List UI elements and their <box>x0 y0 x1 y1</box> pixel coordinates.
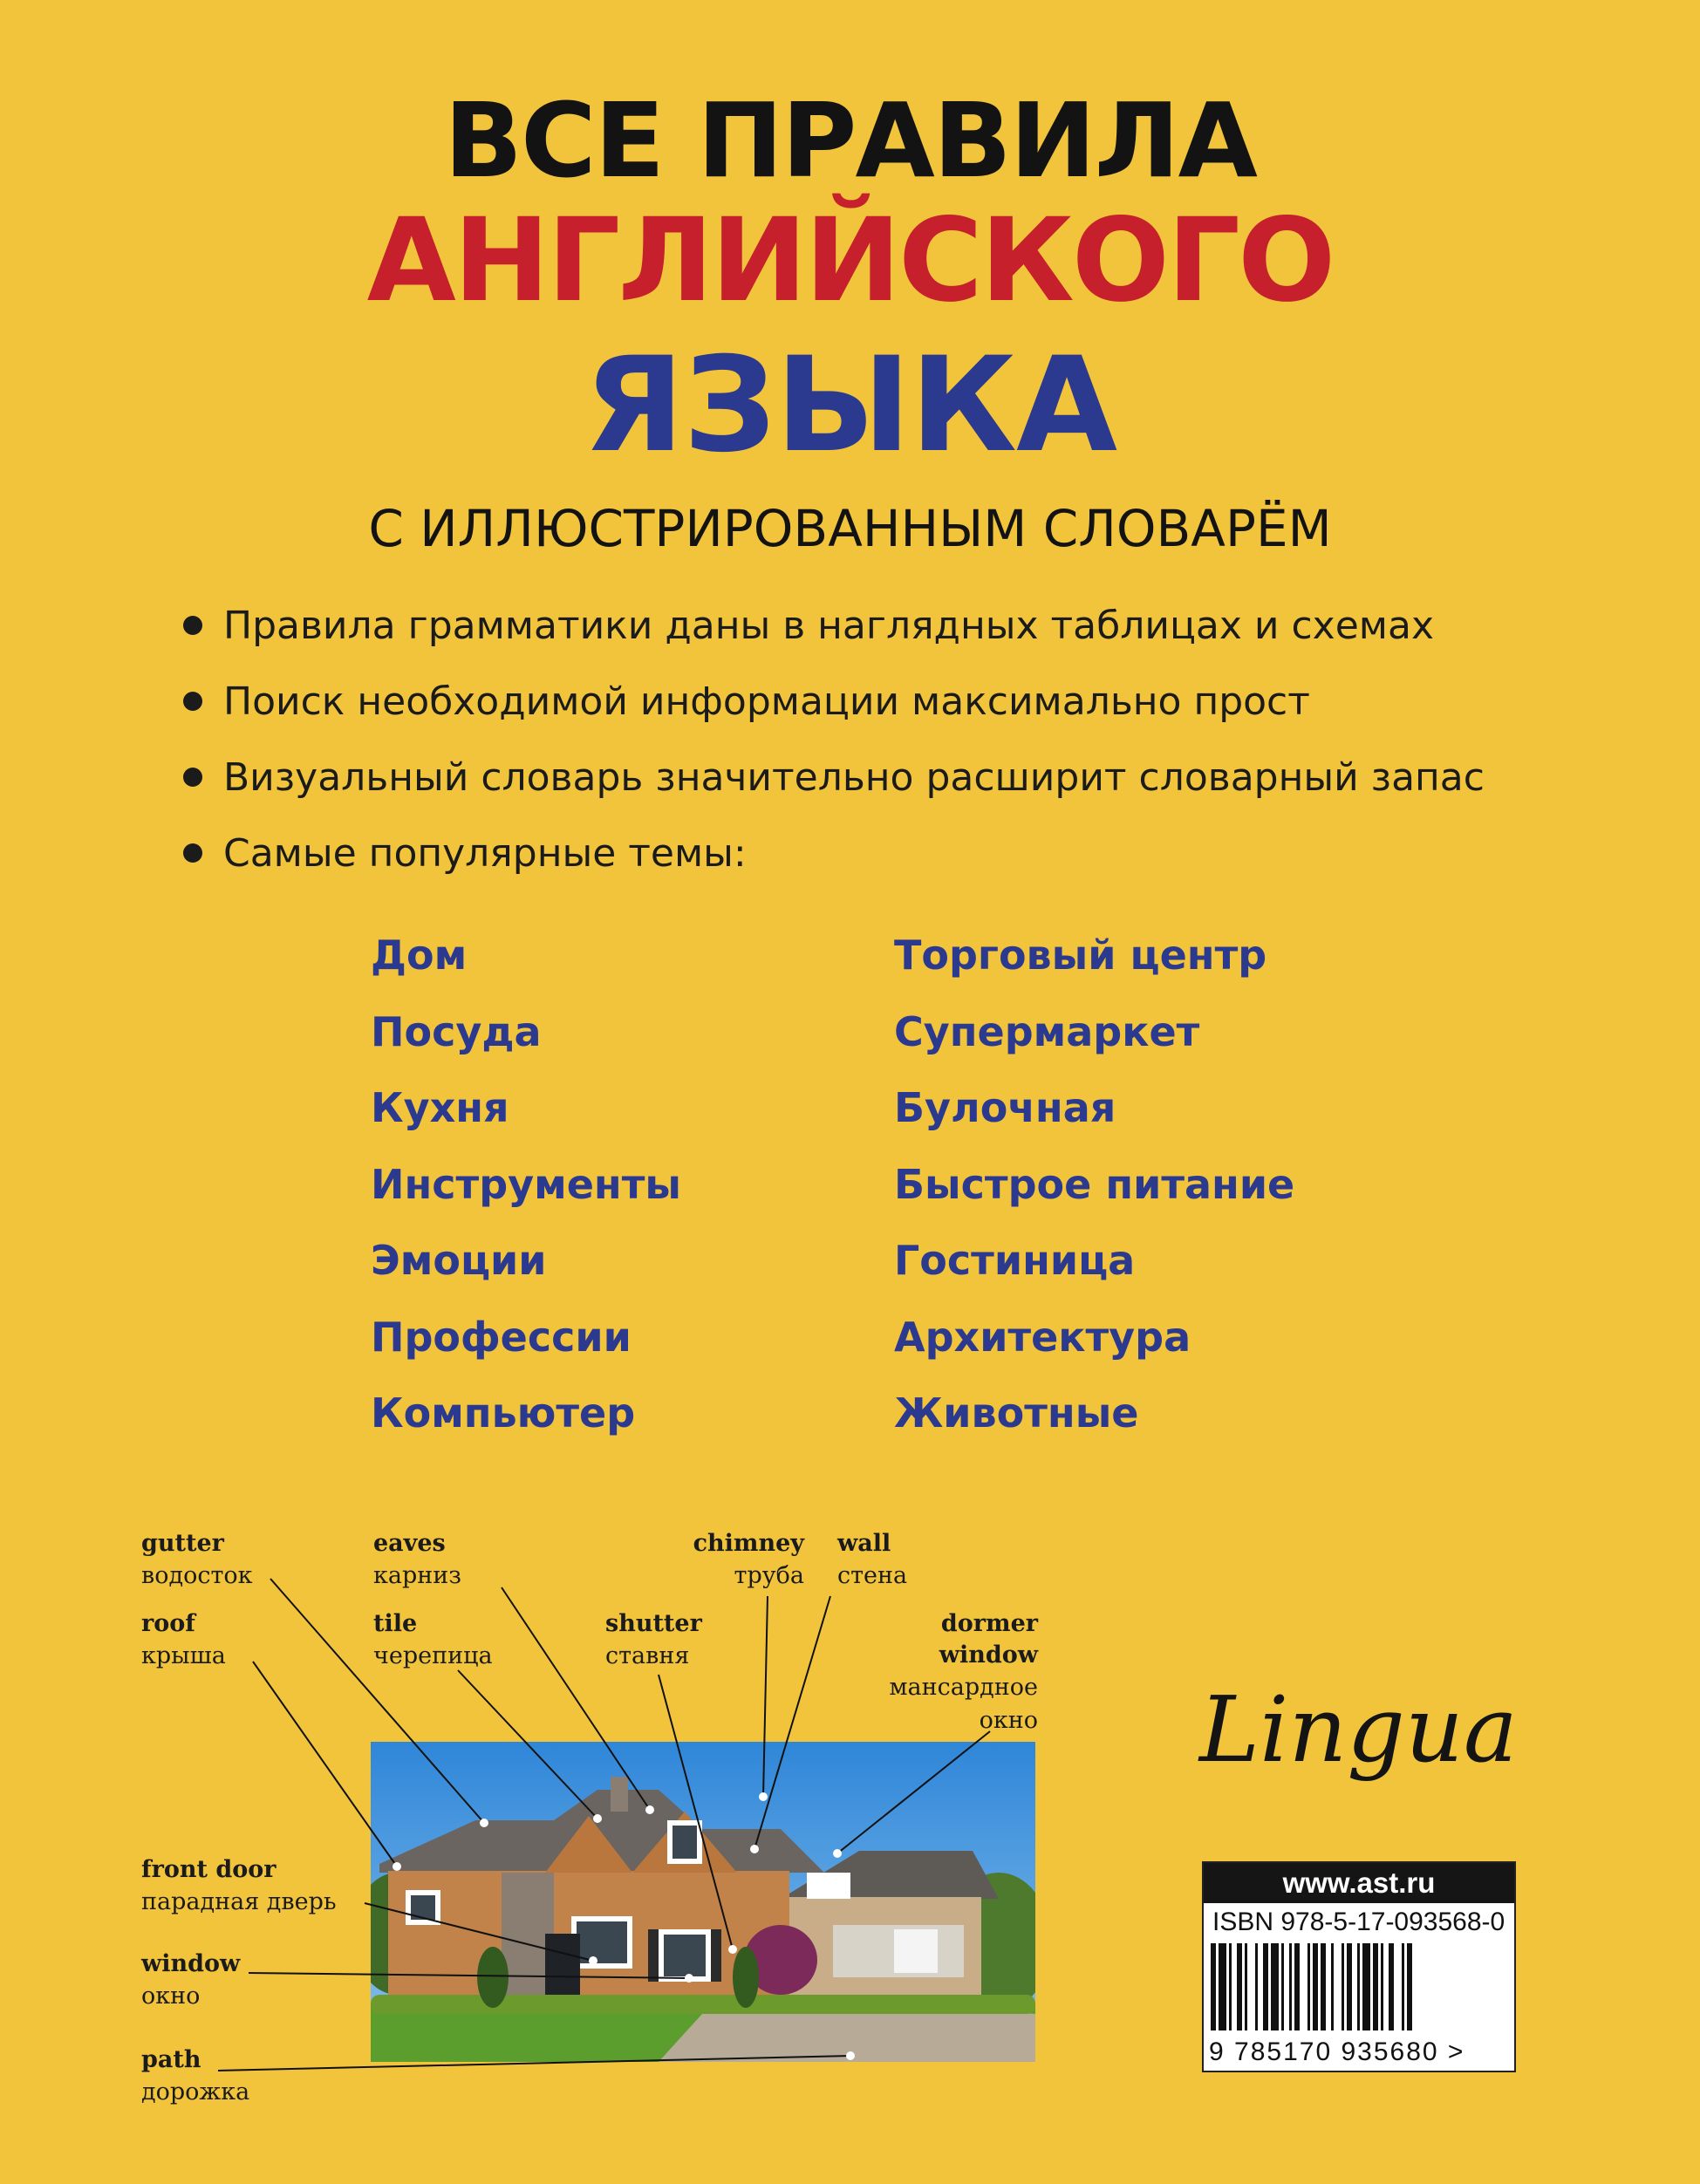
label-ru: дорожка <box>141 2078 250 2106</box>
label-en: path <box>141 2046 201 2073</box>
label-ru: мансардное <box>889 1674 1038 1701</box>
label-shutter <box>605 1608 702 1673</box>
title-line-3: ЯЗЫКА <box>583 330 1117 481</box>
topic-item: Компьютер <box>371 1389 636 1437</box>
topics-right-column <box>894 929 1294 1464</box>
topic-item: Супермаркет <box>894 1007 1200 1055</box>
label-ru: ставня <box>605 1642 690 1669</box>
topic-item: Инструменты <box>371 1160 681 1208</box>
label-gutter <box>141 1528 253 1593</box>
feature-item <box>183 752 1485 828</box>
topic-item: Кухня <box>371 1084 509 1131</box>
label-en: front door <box>141 1856 277 1883</box>
bullet-icon <box>183 843 202 863</box>
publisher-logo: Lingua <box>1199 1676 1518 1783</box>
topic-item: Булочная <box>894 1084 1116 1131</box>
barcode-block <box>1202 1861 1516 2072</box>
label-en: chimney <box>693 1530 804 1557</box>
barcode-number: 9 785170 935680 > <box>1209 2037 1465 2066</box>
subtitle: С ИЛЛЮСТРИРОВАННЫМ СЛОВАРЁМ <box>368 499 1332 558</box>
bullet-icon <box>183 692 202 711</box>
topic-item: Эмоции <box>371 1237 547 1284</box>
label-en: gutter <box>141 1530 224 1557</box>
isbn-text: ISBN 978-5-17-093568-0 <box>1212 1908 1505 1936</box>
label-en: roof <box>141 1610 195 1637</box>
publisher-url: www.ast.ru <box>1204 1863 1514 1903</box>
label-ru: карниз <box>373 1562 461 1589</box>
label-path <box>141 2044 249 2109</box>
label-ru: парадная дверь <box>141 1888 337 1915</box>
label-front-door <box>141 1854 337 1919</box>
title-line-2: АНГЛИЙСКОГО <box>366 194 1334 328</box>
label-en: window <box>939 1641 1038 1669</box>
feature-list <box>183 600 1485 904</box>
label-dormer-window <box>872 1608 1038 1737</box>
feature-text: Самые популярные темы: <box>223 831 747 876</box>
bullet-icon <box>183 616 202 635</box>
topic-item: Архитектура <box>894 1313 1191 1361</box>
feature-text: Поиск необходимой информации максимально прост <box>223 679 1310 724</box>
label-en: window <box>141 1950 241 1977</box>
label-eaves <box>373 1528 461 1593</box>
label-wall <box>837 1528 907 1593</box>
label-en: wall <box>837 1530 891 1557</box>
label-tile <box>373 1608 493 1673</box>
label-en: shutter <box>605 1610 702 1637</box>
feature-item <box>183 828 1485 904</box>
topic-item: Гостиница <box>894 1237 1136 1284</box>
topic-item: Дом <box>371 932 468 979</box>
label-ru: окно <box>979 1707 1038 1734</box>
topic-item: Животные <box>894 1389 1139 1437</box>
feature-item <box>183 676 1485 752</box>
feature-text: Визуальный словарь значительно расширит словарный запас <box>223 755 1485 800</box>
label-ru: стена <box>837 1562 908 1589</box>
label-en: tile <box>373 1610 418 1637</box>
label-window <box>141 1949 240 2013</box>
barcode-bars <box>1211 1943 1507 2039</box>
topic-item: Профессии <box>371 1313 632 1361</box>
topic-item: Посуда <box>371 1007 542 1055</box>
label-ru: труба <box>734 1562 804 1589</box>
label-en: dormer <box>940 1610 1038 1637</box>
label-ru: окно <box>141 1983 201 2010</box>
bullet-icon <box>183 768 202 787</box>
house-photo <box>371 1742 1035 2062</box>
feature-text: Правила грамматики даны в наглядных таблицах и схемах <box>223 604 1434 648</box>
label-roof <box>141 1608 226 1673</box>
topic-item: Торговый центр <box>894 932 1267 979</box>
topics-left-column <box>371 929 681 1464</box>
label-ru: черепица <box>373 1642 493 1669</box>
feature-item <box>183 600 1485 676</box>
label-en: eaves <box>373 1530 446 1557</box>
label-ru: водосток <box>141 1562 253 1589</box>
title-line-1: ВСЕ ПРАВИЛА <box>444 80 1256 201</box>
label-chimney <box>691 1528 804 1593</box>
topic-item: Быстрое питание <box>894 1160 1295 1208</box>
label-ru: крыша <box>141 1642 226 1669</box>
